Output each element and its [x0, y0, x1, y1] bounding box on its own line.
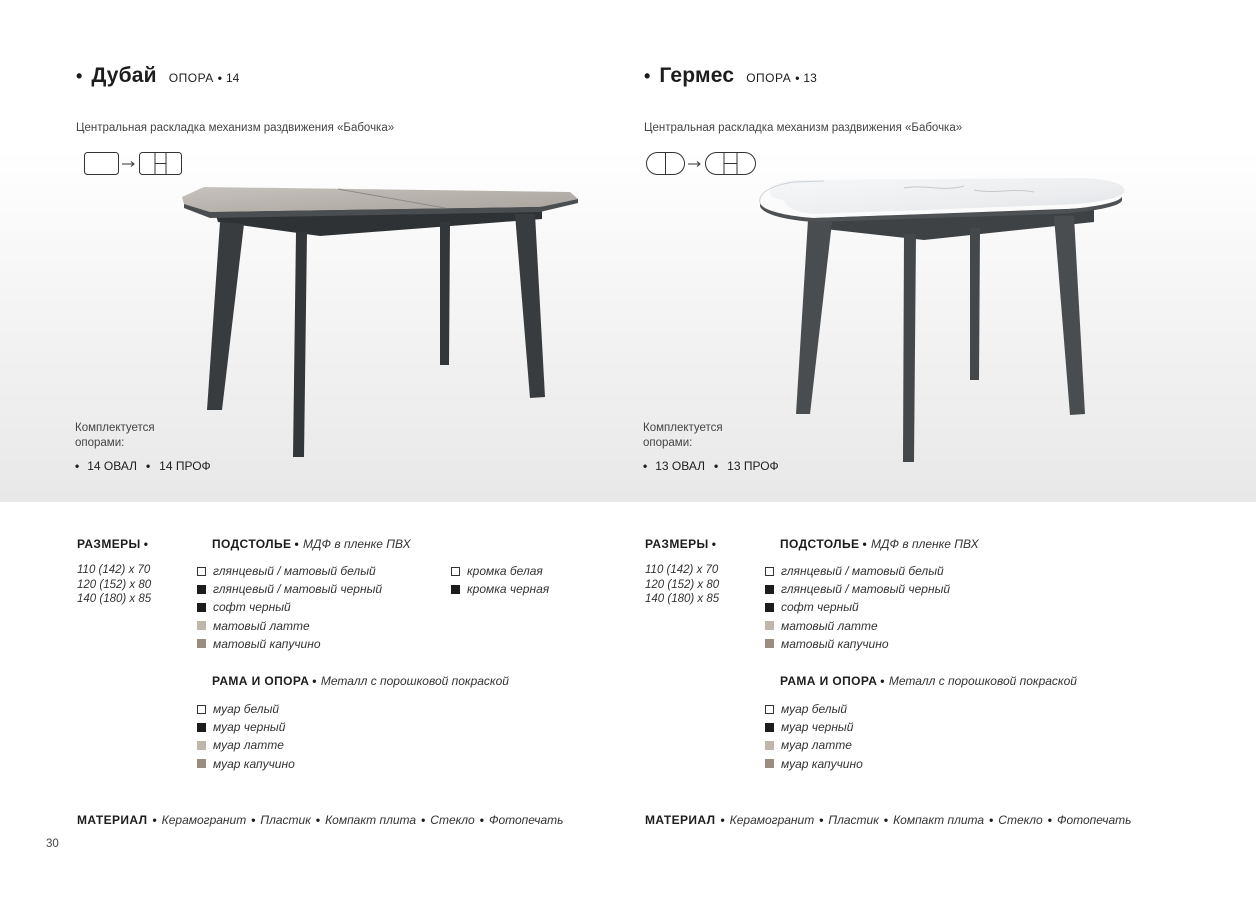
material-line — [645, 813, 1131, 827]
cappuccino-swatch-icon — [197, 759, 206, 768]
color-label: матовый капучино — [781, 636, 889, 651]
color-option — [451, 580, 549, 598]
material-bullet: • — [720, 813, 725, 827]
white-swatch-icon — [765, 705, 774, 714]
podstolie-title: ПОДСТОЛЬЕ — [212, 537, 292, 551]
white-swatch-icon — [451, 567, 460, 576]
material-bullet: • — [1047, 813, 1052, 827]
color-label: муар латте — [781, 738, 852, 753]
color-option — [197, 617, 382, 635]
black-swatch-icon — [451, 585, 460, 594]
color-label: муар черный — [781, 720, 854, 735]
table-germes-image — [754, 170, 1174, 470]
color-label: муар латте — [213, 738, 284, 753]
material-bullet: • — [819, 813, 824, 827]
color-option — [197, 562, 382, 580]
latte-swatch-icon — [197, 621, 206, 630]
color-label: глянцевый / матовый белый — [781, 564, 944, 579]
heading-bullet: • — [294, 537, 300, 551]
black-swatch-icon — [765, 723, 774, 732]
material-heading: МАТЕРИАЛ — [77, 813, 148, 827]
material-bullet: • — [883, 813, 889, 827]
color-label: глянцевый / матовый черный — [213, 582, 383, 597]
color-label: муар капучино — [213, 756, 295, 771]
black-swatch-icon — [197, 723, 206, 732]
material-item: Керамогранит — [161, 813, 247, 827]
podstolie-color-list — [765, 562, 950, 653]
heading-bullet: • — [312, 674, 317, 688]
color-option — [451, 562, 549, 580]
edge-color-list — [451, 562, 549, 598]
cappuccino-swatch-icon — [197, 639, 206, 648]
podstolie-note: МДФ в пленке ПВХ — [871, 537, 979, 551]
color-label: матовый капучино — [213, 636, 321, 651]
support-option: 14 ПРОФ — [159, 459, 211, 473]
product-name: Дубай — [91, 64, 157, 87]
frame-note: Металл с порошковой покраской — [320, 674, 509, 688]
color-option — [197, 700, 295, 718]
frame-color-list — [765, 700, 863, 773]
title-bullet: • — [644, 66, 651, 86]
support-label: ОПОРА — [168, 71, 214, 85]
podstolie-note: МДФ в пленке ПВХ — [303, 537, 411, 551]
podstolie-heading — [780, 537, 979, 551]
material-heading: МАТЕРИАЛ — [645, 813, 716, 827]
podstolie-title: ПОДСТОЛЬЕ — [780, 537, 860, 551]
frame-color-list — [197, 700, 295, 773]
frame-note: Металл с порошковой покраской — [888, 674, 1077, 688]
product-title-row — [644, 64, 817, 88]
support-bullet: • — [217, 71, 222, 85]
title-bullet: • — [76, 66, 83, 86]
color-label: кромка черная — [467, 582, 550, 597]
komplekt-label: Комплектуется опорами: — [643, 422, 723, 449]
color-option — [197, 755, 295, 773]
material-item: Фотопечать — [1056, 813, 1132, 827]
color-label: муар белый — [781, 702, 848, 717]
color-option — [197, 635, 382, 653]
supports-bullet: • — [75, 459, 80, 473]
color-option — [765, 617, 950, 635]
color-option — [197, 598, 382, 616]
color-option — [197, 580, 382, 598]
size-item: 120 (152) x 80 — [645, 578, 720, 591]
color-label: матовый латте — [781, 618, 878, 633]
latte-swatch-icon — [765, 741, 774, 750]
black-swatch-icon — [765, 603, 774, 612]
heading-bullet: • — [143, 537, 149, 551]
podstolie-heading — [212, 537, 411, 551]
color-option — [765, 635, 950, 653]
color-label: муар белый — [213, 702, 280, 717]
material-item: Пластик — [260, 813, 311, 827]
frame-title: РАМА И ОПОРА — [212, 674, 310, 688]
white-swatch-icon — [197, 705, 206, 714]
color-option — [765, 700, 863, 718]
color-option — [765, 562, 950, 580]
color-label: матовый латте — [213, 618, 310, 633]
mechanism-description: Центральная раскладка механизм раздвижения «Бабочка» — [76, 122, 395, 134]
material-bullet: • — [989, 813, 994, 827]
size-item: 140 (180) x 85 — [645, 593, 720, 605]
frame-heading — [212, 674, 509, 688]
supports-bullet: • — [713, 459, 719, 473]
black-swatch-icon — [197, 603, 206, 612]
material-bullet: • — [251, 813, 256, 827]
support-bullet: • — [795, 71, 800, 85]
latte-swatch-icon — [765, 621, 774, 630]
size-item: 120 (152) x 80 — [77, 578, 152, 591]
color-label: муар черный — [213, 720, 286, 735]
frame-heading — [780, 674, 1077, 688]
black-swatch-icon — [197, 585, 206, 594]
color-option — [197, 718, 295, 736]
mechanism-description: Центральная раскладка механизм раздвижения «Бабочка» — [644, 122, 963, 134]
heading-bullet: • — [880, 674, 885, 688]
size-item: 110 (142) x 70 — [645, 564, 719, 576]
material-bullet: • — [315, 813, 321, 827]
material-item: Керамогранит — [729, 813, 815, 827]
supports-bullet: • — [145, 459, 151, 473]
color-option — [197, 736, 295, 754]
product-name: Гермес — [659, 64, 735, 87]
sizes-section — [77, 537, 151, 607]
komplekt-label: Комплектуется опорами: — [75, 422, 155, 449]
support-number: 13 — [803, 71, 817, 85]
product-title-row — [76, 64, 239, 88]
support-number: 14 — [225, 71, 240, 85]
sizes-section — [645, 537, 719, 607]
supports-list — [643, 459, 779, 473]
material-bullet: • — [152, 813, 157, 827]
cappuccino-swatch-icon — [765, 759, 774, 768]
material-bullet: • — [479, 813, 484, 827]
material-item: Стекло — [430, 813, 475, 827]
heading-bullet: • — [711, 537, 717, 551]
color-option — [765, 736, 863, 754]
support-option: 13 ПРОФ — [727, 459, 779, 473]
color-label: софт черный — [781, 600, 859, 615]
supports-bullet: • — [643, 459, 648, 473]
material-item: Стекло — [998, 813, 1043, 827]
black-swatch-icon — [765, 585, 774, 594]
color-label: кромка белая — [467, 564, 543, 579]
white-swatch-icon — [197, 567, 206, 576]
support-label: ОПОРА — [746, 71, 792, 85]
heading-bullet: • — [862, 537, 868, 551]
color-option — [765, 718, 863, 736]
white-swatch-icon — [765, 567, 774, 576]
color-label: глянцевый / матовый белый — [213, 564, 376, 579]
size-item: 110 (142) x 70 — [77, 564, 151, 576]
material-item: Фотопечать — [488, 813, 564, 827]
extension-scheme-rect-icon — [84, 151, 184, 177]
color-label: глянцевый / матовый черный — [781, 582, 951, 597]
color-label: софт черный — [213, 600, 291, 615]
material-item: Компакт плита — [325, 813, 417, 827]
color-label: муар капучино — [781, 756, 863, 771]
color-option — [765, 598, 950, 616]
supports-list — [75, 459, 211, 473]
material-bullet: • — [421, 813, 426, 827]
color-option — [765, 580, 950, 598]
latte-swatch-icon — [197, 741, 206, 750]
sizes-heading: РАЗМЕРЫ — [77, 537, 141, 551]
size-item: 140 (180) x 85 — [77, 593, 152, 605]
table-dubai-image — [170, 172, 590, 467]
sizes-heading: РАЗМЕРЫ — [645, 537, 709, 551]
cappuccino-swatch-icon — [765, 639, 774, 648]
support-option: 14 ОВАЛ — [87, 459, 137, 473]
podstolie-color-list — [197, 562, 382, 653]
extension-scheme-oval-icon — [646, 151, 758, 177]
product-card-germes — [568, 0, 1196, 900]
support-option: 13 ОВАЛ — [655, 459, 705, 473]
color-option — [765, 755, 863, 773]
page-number: 30 — [46, 838, 59, 850]
material-line — [77, 813, 563, 827]
material-item: Компакт плита — [893, 813, 985, 827]
frame-title: РАМА И ОПОРА — [780, 674, 878, 688]
material-item: Пластик — [828, 813, 879, 827]
